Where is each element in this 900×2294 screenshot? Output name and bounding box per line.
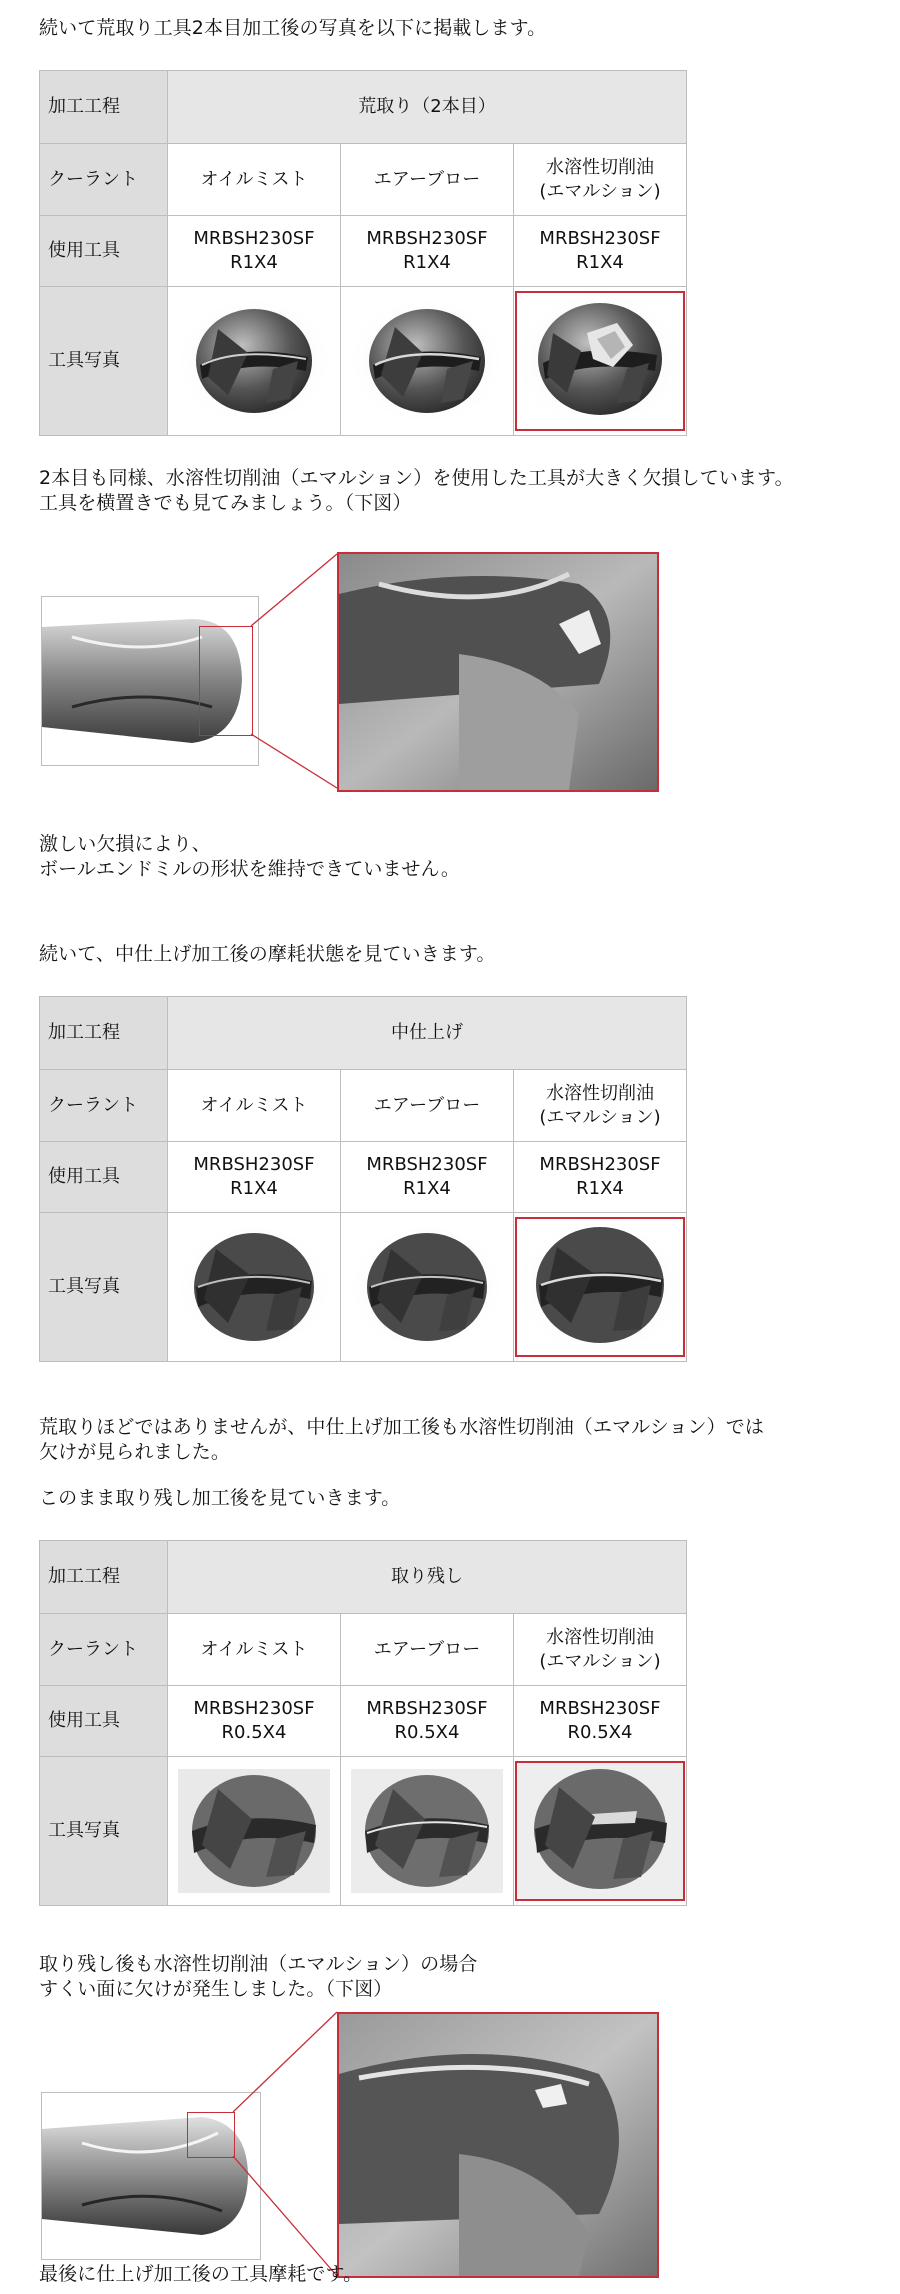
row-label-tool: 使用工具 — [40, 216, 168, 287]
tool-photo-damaged — [515, 1217, 685, 1357]
row-label-coolant: クーラント — [40, 1070, 168, 1142]
semi-comment-line1: 荒取りほどではありませんが、中仕上げ加工後も水溶性切削油（エマルション）では — [39, 1416, 764, 1438]
tool-cell: MRBSH230SF R0.5X4 — [514, 1686, 687, 1757]
coolant-cell: エアーブロー — [341, 144, 514, 216]
rough2-table — [39, 70, 687, 436]
tool-photo — [178, 299, 330, 423]
tool-photo-damaged — [515, 291, 685, 431]
tool-cell: MRBSH230SF R1X4 — [168, 1142, 341, 1213]
row-label-process: 加工工程 — [40, 71, 168, 144]
row-label-coolant: クーラント — [40, 1614, 168, 1686]
semi-table — [39, 996, 687, 1362]
tool-cell: MRBSH230SF R1X4 — [341, 1142, 514, 1213]
tool-photo — [178, 1225, 330, 1349]
tool-photo — [351, 1225, 503, 1349]
rough2-comment-line1: 2本目も同様、水溶性切削油（エマルション）を使用した工具が大きく欠損しています。 — [39, 467, 794, 489]
process-name: 荒取り（2本目） — [168, 71, 687, 144]
row-label-coolant: クーラント — [40, 144, 168, 216]
coolant-cell: オイルミスト — [168, 144, 341, 216]
side-view-zoom-figure-2 — [39, 2012, 679, 2284]
row-label-photo: 工具写真 — [40, 1757, 168, 1906]
tool-cell: MRBSH230SF R0.5X4 — [168, 1686, 341, 1757]
rest-comment-line1: 取り残し後も水溶性切削油（エマルション）の場合 — [39, 1953, 478, 1975]
row-label-photo: 工具写真 — [40, 287, 168, 436]
tool-photo-damaged — [515, 1761, 685, 1901]
row-label-tool: 使用工具 — [40, 1686, 168, 1757]
coolant-cell: オイルミスト — [168, 1614, 341, 1686]
tool-cell: MRBSH230SF R1X4 — [341, 216, 514, 287]
coolant-cell: オイルミスト — [168, 1070, 341, 1142]
intro-rough2-text: 続いて荒取り工具2本目加工後の写真を以下に掲載します。 — [39, 17, 547, 39]
tool-cell: MRBSH230SF R1X4 — [514, 216, 687, 287]
coolant-cell: 水溶性切削油 (エマルション) — [514, 144, 687, 216]
process-name: 中仕上げ — [168, 997, 687, 1070]
intro-semi-text: 続いて、中仕上げ加工後の摩耗状態を見ていきます。 — [39, 943, 496, 965]
coolant-cell: 水溶性切削油 (エマルション) — [514, 1070, 687, 1142]
rough2-result-line2: ボールエンドミルの形状を維持できていません。 — [39, 858, 460, 880]
tool-photo — [351, 299, 503, 423]
rough2-result-line1: 激しい欠損により、 — [39, 833, 211, 855]
coolant-cell: エアーブロー — [341, 1070, 514, 1142]
side-view-zoom-figure-1 — [39, 552, 679, 792]
row-label-tool: 使用工具 — [40, 1142, 168, 1213]
semi-comment-line2: 欠けが見られました。 — [39, 1441, 231, 1463]
rough2-comment-line2: 工具を横置きでも見てみましょう。（下図） — [39, 492, 412, 514]
zoomed-damage-photo — [337, 2012, 659, 2278]
tool-cell: MRBSH230SF R0.5X4 — [341, 1686, 514, 1757]
coolant-cell: エアーブロー — [341, 1614, 514, 1686]
tool-cell: MRBSH230SF R1X4 — [514, 1142, 687, 1213]
process-name: 取り残し — [168, 1541, 687, 1614]
intro-rest-text: このまま取り残し加工後を見ていきます。 — [39, 1487, 401, 1509]
rest-table — [39, 1540, 687, 1906]
row-label-photo: 工具写真 — [40, 1213, 168, 1362]
tool-photo — [351, 1769, 503, 1893]
coolant-cell: 水溶性切削油 (エマルション) — [514, 1614, 687, 1686]
final-text: 最後に仕上げ加工後の工具摩耗です。 — [39, 2263, 363, 2285]
tool-photo — [178, 1769, 330, 1893]
zoomed-damage-photo — [337, 552, 659, 792]
rest-comment-line2: すくい面に欠けが発生しました。（下図） — [39, 1978, 393, 2000]
row-label-process: 加工工程 — [40, 1541, 168, 1614]
row-label-process: 加工工程 — [40, 997, 168, 1070]
tool-cell: MRBSH230SF R1X4 — [168, 216, 341, 287]
